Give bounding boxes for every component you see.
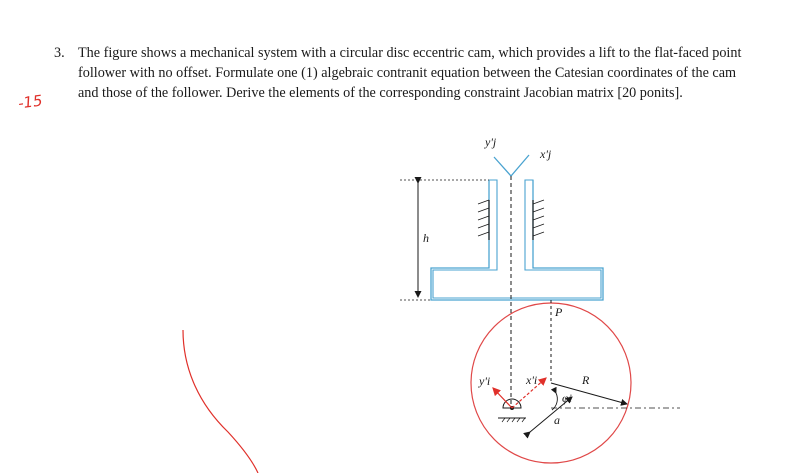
label-R: R: [582, 373, 590, 387]
label-yj-top: y'j: [485, 135, 497, 149]
grade-mark: -15: [16, 91, 44, 113]
label-h: h: [423, 231, 429, 245]
follower-outline: [431, 180, 603, 300]
label-xi: x'i: [526, 373, 538, 387]
problem-number: 3.: [54, 45, 65, 61]
red-pen-stroke: [183, 330, 258, 473]
problem-text: The figure shows a mechanical system with a circular disc eccentric cam, which provides a lift to the flat-faced point follower with no offset. Formulate one (1) algebraic contranit equation between the Catesian coordinates of the cam and those of the follower. Derive the elements of the corresponding constraint Jacobian matrix [20 ponits].: [78, 45, 742, 101]
label-P: P: [555, 305, 563, 319]
phi-arc: [552, 393, 557, 410]
cam-frame-y: [493, 388, 512, 408]
follower-frame-arrows: [494, 155, 529, 176]
label-yi: y'i: [479, 374, 491, 388]
label-xj-top: x'j: [540, 147, 552, 161]
follower-body: [431, 180, 603, 300]
label-phi: φi: [562, 391, 572, 405]
label-a: a: [554, 413, 560, 427]
